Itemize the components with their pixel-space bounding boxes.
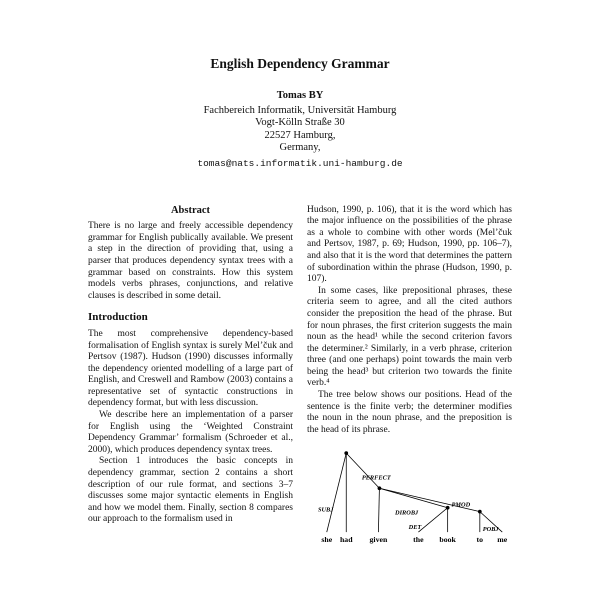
affiliation-line: 22527 Hamburg, [264,129,336,141]
tree-node-root [344,452,348,456]
tree-word: had [339,535,353,545]
tree-node-book [446,506,450,510]
abstract-heading: Abstract [170,204,211,216]
tree-edge-label: PMOD [451,502,471,510]
intro-paragraph: We describe here an implementation of a parser for English using the ‘Weighted Constraint Dependency Grammar’ formalism (Schroeder et al., 2000), which produces dependency syntax trees. [88,410,293,455]
abstract-text: There is no large and freely accessible dependency grammar for English publically available. We present a step in the direction of providing that, using a parser that produces dependency syntax trees with a grammar based on constraints. How this system models verbs phrases, conjunctions, and relative clauses is described in some detail. [88,221,293,301]
tree-edge-label: PERFECT [361,474,391,482]
tree-node-to [478,510,482,514]
body-paragraph: In some cases, like prepositional phrases, these criteria seem to agree, and all the cited authors consider the preposition the head of the phrase. But for noun phrases, the first criterion suggests the main noun as the head¹ while the second criterion favors the determiner.² Similarly, in a verb phrase, criterion three (and one perhaps) point towards the main verb being the head³ but criterion two towards the finite verb.⁴ [307,285,512,389]
left-column [88,205,293,526]
tree-edge-det [418,508,447,532]
intro-paragraph: Section 1 introduces the basic concepts in dependency grammar, section 2 contains a short description of our rule format, and sections 3–7 discusses some major syntactic elements in English and how we model them. Finally, section 8 compares our approach to the formalism used in [88,456,293,525]
tree-edge-label: POBJ [482,526,499,534]
author-email: tomas@nats.informatik.uni-hamburg.de [197,157,403,169]
body-paragraph: The tree below shows our positions. Head of the sentence is the finite verb; the determiner modifies the noun in the noun phrase, and the preposition is the head of its phrase. [307,390,512,435]
intro-paragraph: The most comprehensive dependency-based formalisation of English syntax is surely Mel’čuk and Pertsov (1987). Hudson (1990) discusses informally the dependency oriented modelling of a large part of English, and Creswell and Rambow (2003) contains a representative set of syntactic constructions in dependency format, but with less discussion. [88,328,293,409]
tree-edge-subj [327,454,347,533]
tree-word: she [321,535,333,545]
dependency-tree-figure [317,446,512,548]
tree-word: book [439,535,456,545]
author-block [88,90,512,171]
affiliation-line: Vogt-Kölln Straße 30 [255,117,345,129]
two-column-body [88,205,512,549]
author-name: Tomas BY [276,90,324,101]
page-title: English Dependency Grammar [210,56,390,71]
tree-word: to [476,535,484,545]
tree-word: me [497,535,508,545]
affiliation-line: Fachbereich Informatik, Universität Hamburg [203,104,397,116]
tree-edge-dirobj [379,489,447,509]
tree-node-given [378,487,382,491]
tree-edge-given [378,489,379,533]
tree-edge-perfect [346,454,379,489]
body-paragraph: Hudson, 1990, p. 106), that it is the word which has the major influence on the possibilities of the phrase as a whole to combine with other words (Mel’čuk and Pertsov, 1987, p. 69; Hudson, 1990, pp. 106–7), and also that it is the word that determines the pattern of subordination within the phrase (Hudson, 1990, p. 107). [307,204,512,285]
right-column [307,205,512,549]
tree-edge-label: DET [408,524,422,532]
tree-edge-label: DIROBJ [395,509,419,517]
tree-word: the [413,535,424,545]
introduction-heading: Introduction [88,311,148,324]
affiliation-line: Germany, [279,142,321,154]
tree-word: given [369,535,388,545]
tree-edge-label: SUBJ [317,507,334,515]
